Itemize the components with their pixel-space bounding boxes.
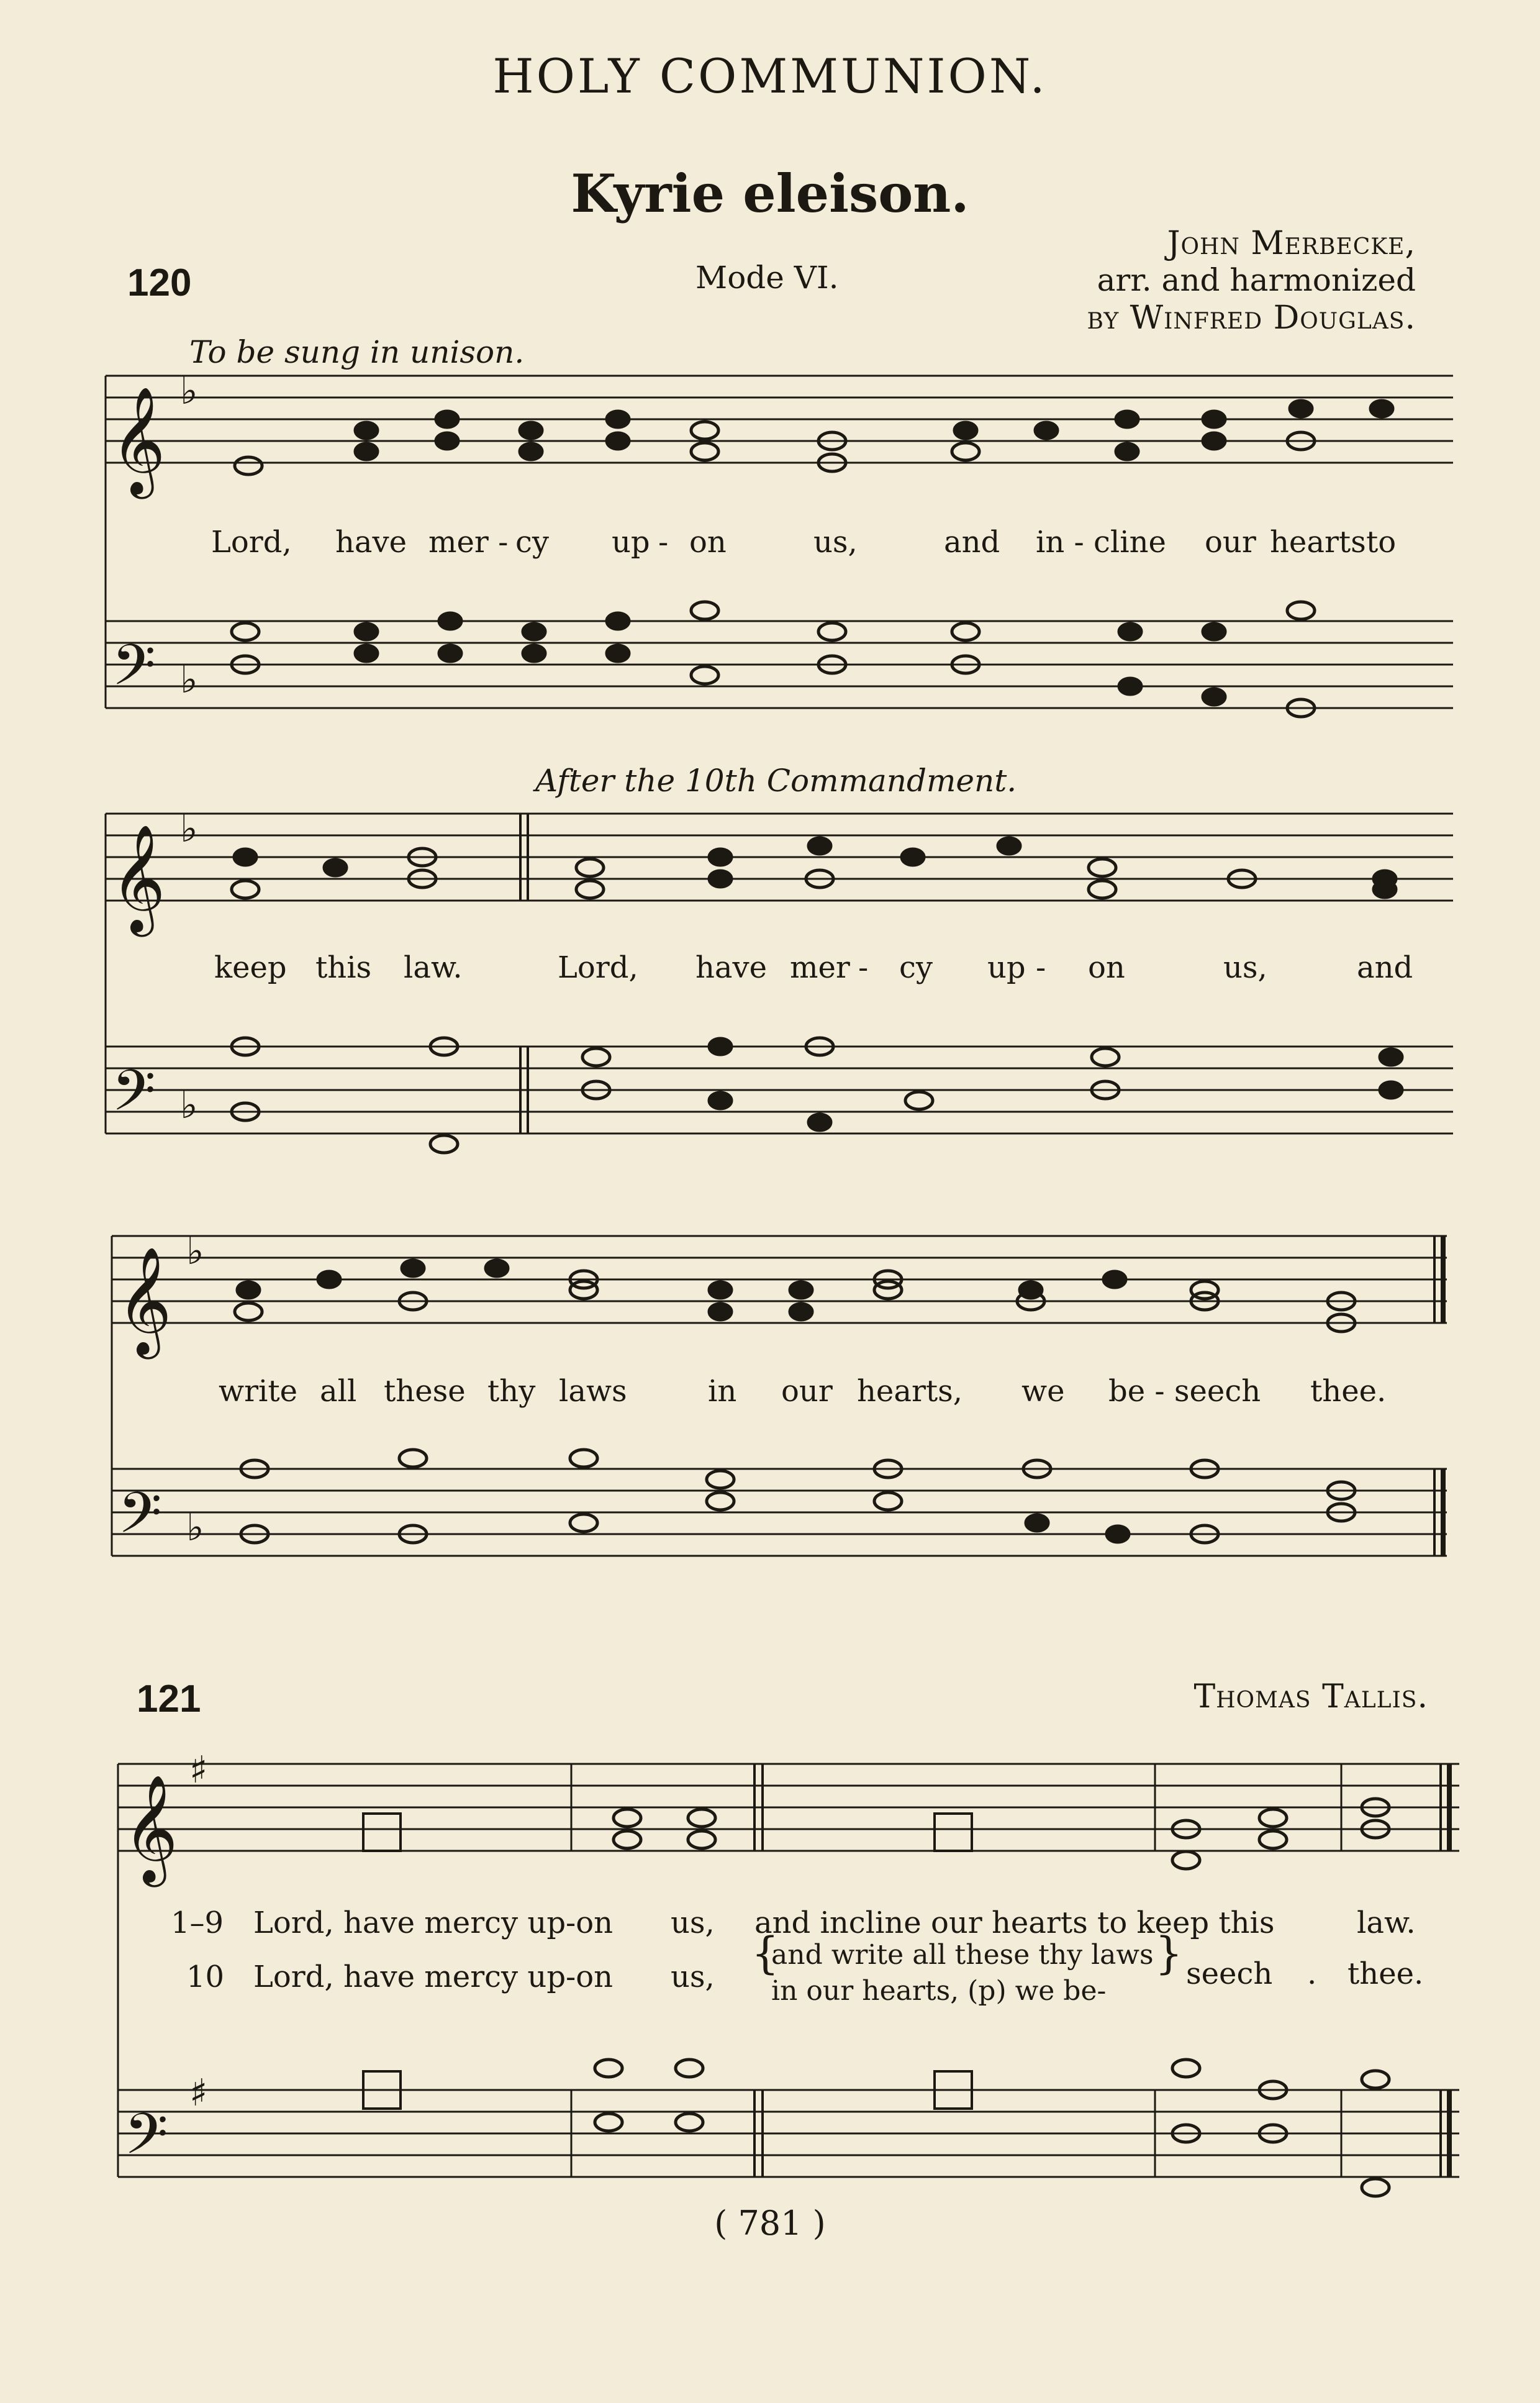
lyric: and incline our hearts to keep this [754,1906,1275,1940]
staff-s1-treble [106,376,1453,463]
page-number: ( 781 ) [714,2204,826,2243]
bass-clef-icon: 𝄢 [118,1480,162,1560]
lyric: up [612,525,650,560]
treble-clef-icon: 𝄞 [111,386,166,494]
verse-number: 1–9 [171,1906,224,1940]
lyric: laws [559,1374,627,1409]
lyric: these [384,1374,466,1409]
lyric: hearts [1270,525,1366,560]
lyric: we [1021,1374,1065,1409]
hymn-title: Kyrie eleison. [571,163,969,224]
lyric: our [1205,525,1256,560]
lyric: in - cline [1036,525,1166,560]
lyric: us, [671,1960,715,1994]
lyric: Lord, [211,525,292,560]
composer-line-3: by Winfred Douglas. [1087,299,1416,337]
lyric: thy [487,1374,536,1409]
flat-icon: ♭ [180,1084,198,1127]
lyric: Lord, [558,950,638,985]
lyric: . [1307,1956,1317,1991]
composer-line-2: arr. and harmonized [1097,262,1416,298]
lyric: us, [671,1906,715,1940]
flat-icon: ♭ [180,807,198,851]
staff-s1-bass [106,621,1453,708]
bass-clef-icon: 𝄢 [124,2101,168,2181]
bass-clef-icon: 𝄢 [112,1058,156,1137]
staff-s3-bass [112,1469,1447,1556]
lyric: seech [1186,1956,1273,1991]
lyric: cy [899,950,933,985]
lyric: mer - [428,525,509,560]
brace-open-icon: { [751,1928,779,1979]
staff-s3-treble [112,1236,1447,1323]
lyric: law. [1357,1906,1416,1940]
flat-icon: ♭ [186,1230,204,1273]
lyric: and [1357,950,1413,985]
treble-clef-icon: 𝄞 [123,1774,178,1883]
lyric: hearts, [857,1374,963,1409]
lyric: up [987,950,1026,985]
hymn-number-121: 121 [137,1678,201,1720]
treble-clef-icon: 𝄞 [111,824,166,932]
composer-line-1: John Merbecke, [1167,225,1416,262]
lyric: in [708,1374,737,1409]
lyric: mer [790,950,850,985]
lyric: on [689,525,727,560]
performance-direction: To be sung in unison. [189,334,525,370]
lyric: and [944,525,1000,560]
lyric: have [335,525,407,560]
treble-clef-icon: 𝄞 [117,1247,172,1355]
lyric: cy [515,525,549,560]
lyric: in our hearts, (p) we be- [771,1975,1107,2007]
page-header: HOLY COMMUNION. [492,48,1048,104]
lyric: - [858,950,869,985]
flat-icon: ♭ [186,1506,204,1550]
lyric: us, [1223,950,1267,985]
lyric: and write all these thy laws [771,1939,1154,1971]
lyric: Lord, have mercy up-on [253,1906,614,1940]
lyric: this [315,950,372,985]
sharp-icon: ♯ [189,1748,208,1792]
hymn-number-120: 120 [127,261,192,304]
after-commandment-note: After the 10th Commandment. [535,763,1017,799]
lyric: - [658,525,669,560]
verse-number: 10 [186,1960,225,1994]
mode-label: Mode VI. [695,260,839,296]
lyric: us, [813,525,858,560]
lyric: law. [404,950,463,985]
lyric: - [1036,950,1046,985]
lyric: all [320,1374,357,1409]
flat-icon: ♭ [180,370,198,413]
flat-icon: ♭ [180,658,198,702]
lyric: be - seech [1108,1374,1261,1409]
lyric: to [1366,525,1397,560]
lyric: have [695,950,768,985]
lyric: on [1088,950,1125,985]
lyric: thee. [1348,1956,1424,1991]
sharp-icon: ♯ [189,2071,208,2115]
lyric: Lord, have mercy up-on [253,1960,614,1994]
staff-s2-treble [106,814,1453,901]
lyric: our [781,1374,833,1409]
lyric: thee. [1310,1374,1387,1409]
lyric: write [219,1374,298,1409]
lyric: keep [214,950,287,985]
composer-tallis: Thomas Tallis. [1194,1678,1428,1715]
bass-clef-icon: 𝄢 [112,632,156,712]
staff-s2-bass [106,1047,1453,1133]
brace-close-icon: } [1155,1928,1183,1979]
